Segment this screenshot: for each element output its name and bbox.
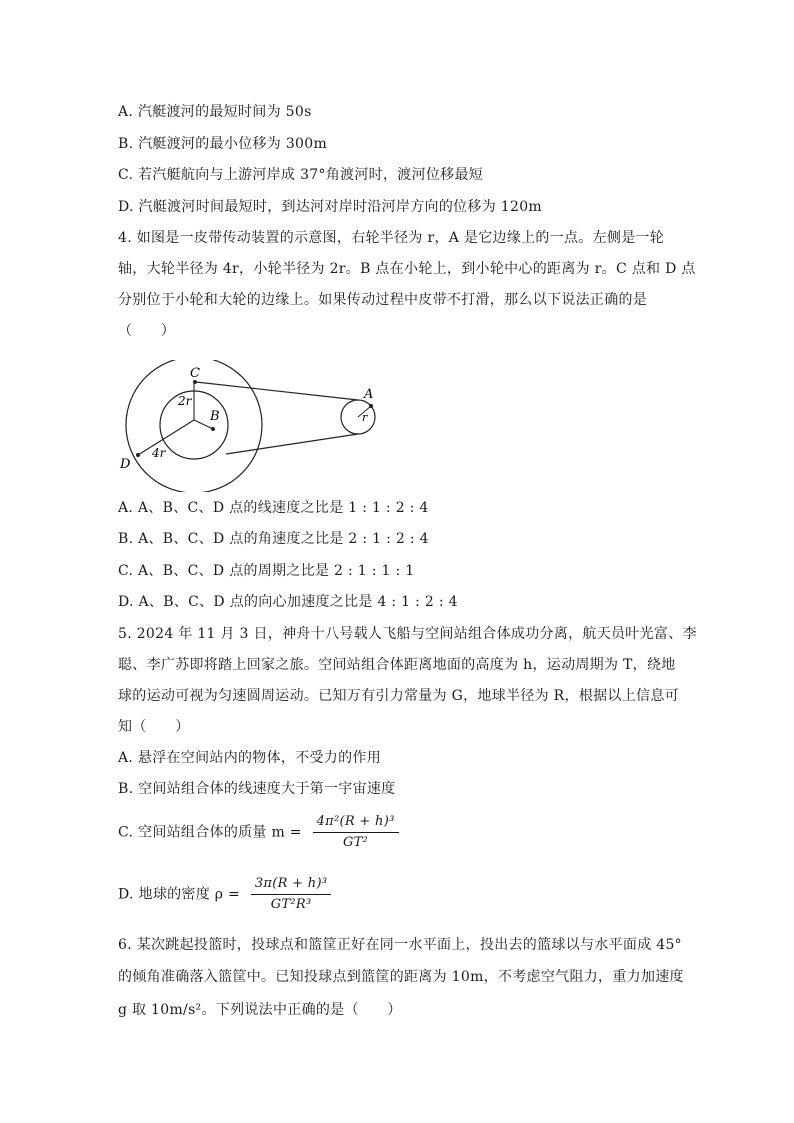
q4-stem-line3: 分别位于小轮和大轮的边缘上。如果传动过程中皮带不打滑，那么以下说法正确的是 [118,292,648,308]
label-2r: 2r [178,394,192,408]
q3-option-d: D. 汽艇渡河时间最短时，到达河对岸时沿河岸方向的位移为 120m [118,199,542,215]
q6-stem-line2: 的倾角准确落入篮筐中。已知投球点到篮筐的距离为 10m，不考虑空气阻力，重力加速度 [118,969,684,985]
belt-drive-diagram [118,360,388,492]
q4-option-b: B. A、B、C、D 点的角速度之比是 2 : 1 : 2 : 4 [118,531,429,547]
label-c: C [190,366,200,381]
q3-option-c: C. 若汽艇航向与上游河岸成 37°角渡河时，渡河位移最短 [118,167,484,183]
point-a [369,404,373,408]
q5-option-d-denominator: GT²R³ [270,897,312,912]
q3-option-a: A. 汽艇渡河的最短时间为 50s [118,104,312,120]
belt-bottom [226,434,358,454]
point-d [136,453,140,457]
q5-option-c-text: C. 空间站组合体的质量 m = [118,824,302,841]
q5-option-a: A. 悬浮在空间站内的物体，不受力的作用 [118,750,382,766]
radius-4r [138,420,194,455]
point-b [211,427,215,431]
q4-option-c: C. A、B、C、D 点的周期之比是 2 : 1 : 1 : 1 [118,563,415,579]
q5-option-c-numerator: 4π²(R + h)³ [313,814,399,833]
q5-option-d-numerator: 3π(R + h)³ [251,876,332,895]
q5-option-c-denominator: GT² [343,835,369,850]
q4-option-d: D. A、B、C、D 点的向心加速度之比是 4 : 1 : 2 : 4 [118,594,458,610]
q5-option-d-text: D. 地球的密度 ρ = [118,886,241,903]
label-4r: 4r [152,446,166,460]
q5-option-d-formula [251,876,332,913]
label-a: A [364,387,374,402]
q5-option-d [118,876,331,913]
q4-answer-blank: （ ） [118,323,176,339]
q3-option-b: B. 汽艇渡河的最小位移为 300m [118,136,328,152]
q5-stem-line3: 球的运动可视为匀速圆周运动。已知万有引力常量为 G，地球半径为 R，根据以上信息可 [118,688,679,704]
q5-option-c-formula [313,814,399,851]
q6-stem-line1: 6. 某次跳起投篮时，投球点和篮筐正好在同一水平面上，投出去的篮球以与水平面成 45° [118,937,682,953]
q4-option-a: A. A、B、C、D 点的线速度之比是 1 : 1 : 2 : 4 [118,500,429,516]
q5-stem-line4: 知（ ） [118,719,190,735]
label-r: r [362,411,368,424]
q5-stem-line2: 聪、李广苏即将踏上回家之旅。空间站组合体距离地面的高度为 h，运动周期为 T，绕地 [118,657,676,673]
q5-option-c [118,814,399,851]
q4-stem-line2: 轴，大轮半径为 4r，小轮半径为 2r。B 点在小轮上，到小轮中心的距离为 r。C 点和 D 点 [118,261,696,277]
belt-top [196,382,358,400]
label-d: D [120,457,131,472]
q5-option-b: B. 空间站组合体的线速度大于第一宇宙速度 [118,781,396,797]
q4-stem-line1: 4. 如图是一皮带传动装置的示意图，右轮半径为 r，A 是它边缘上的一点。左侧是一轮 [118,230,665,246]
q6-stem-line3: g 取 10m/s²。下列说法中正确的是（ ） [118,1002,402,1018]
q5-stem-line1: 5. 2024 年 11 月 3 日，神舟十八号载人飞船与空间站组合体成功分离，航天员叶光富、李 [118,626,697,642]
label-b: B [210,409,220,424]
